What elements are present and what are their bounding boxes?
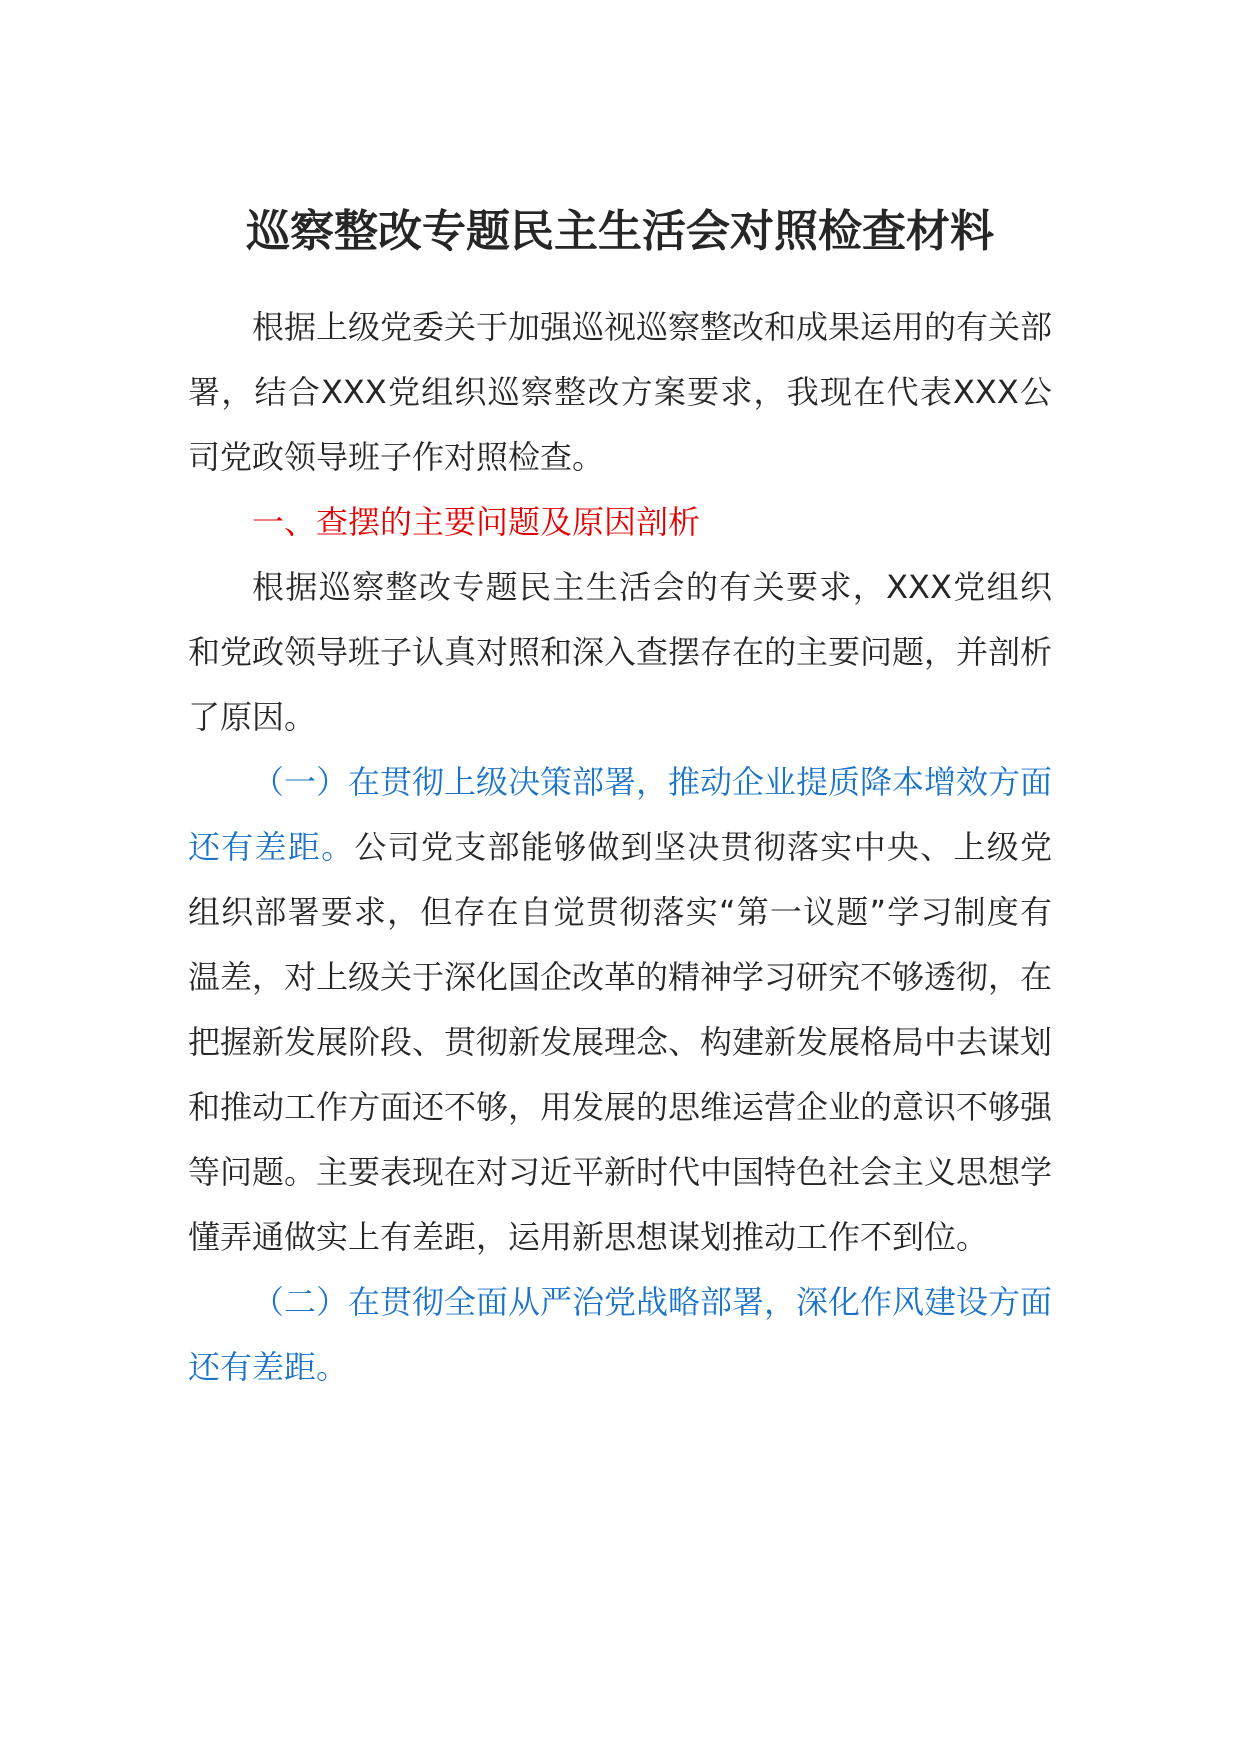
section-1-intro-paragraph: 根据巡察整改专题民主生活会的有关要求，XXX党组织和党政领导班子认真对照和深入查摆存在的主要问题，并剖析了原因。 <box>188 568 1053 736</box>
document-body <box>188 295 1052 1400</box>
document-title: 巡察整改专题民主生活会对照检查材料 <box>246 206 994 257</box>
subsection-heading-2: （二）在贯彻全面从严治党战略部署，深化作风建设方面还有差距。 <box>188 1283 1053 1386</box>
subsection-1-body: 公司党支部能够做到坚决贯彻落实中央、上级党组织部署要求，但存在自觉贯彻落实“第一议题”学习制度有温差，对上级关于深化国企改革的精神学习研究不够透彻，在把握新发展阶段、贯彻新发展理念、构建新发展格局中去谋划和推动工作方面还不够，用发展的思维运营企业的意识不够强等问题。主要表现在对习近平新时代中国特色社会主义思想学懂弄通做实上有差距，运用新思想谋划推动工作不到位。 <box>188 828 1053 1256</box>
subsection-1-paragraph <box>188 750 1052 1270</box>
subsection-heading-1: （一）在贯彻上级决策部署，推动企业提质降本增效方面还有差距。 <box>188 763 1053 866</box>
section-heading-1: 一、查摆的主要问题及原因剖析 <box>252 503 701 541</box>
intro-paragraph: 根据上级党委关于加强巡视巡察整改和成果运用的有关部署，结合XXX党组织巡察整改方案要求，我现在代表XXX公司党政领导班子作对照检查。 <box>188 308 1053 476</box>
